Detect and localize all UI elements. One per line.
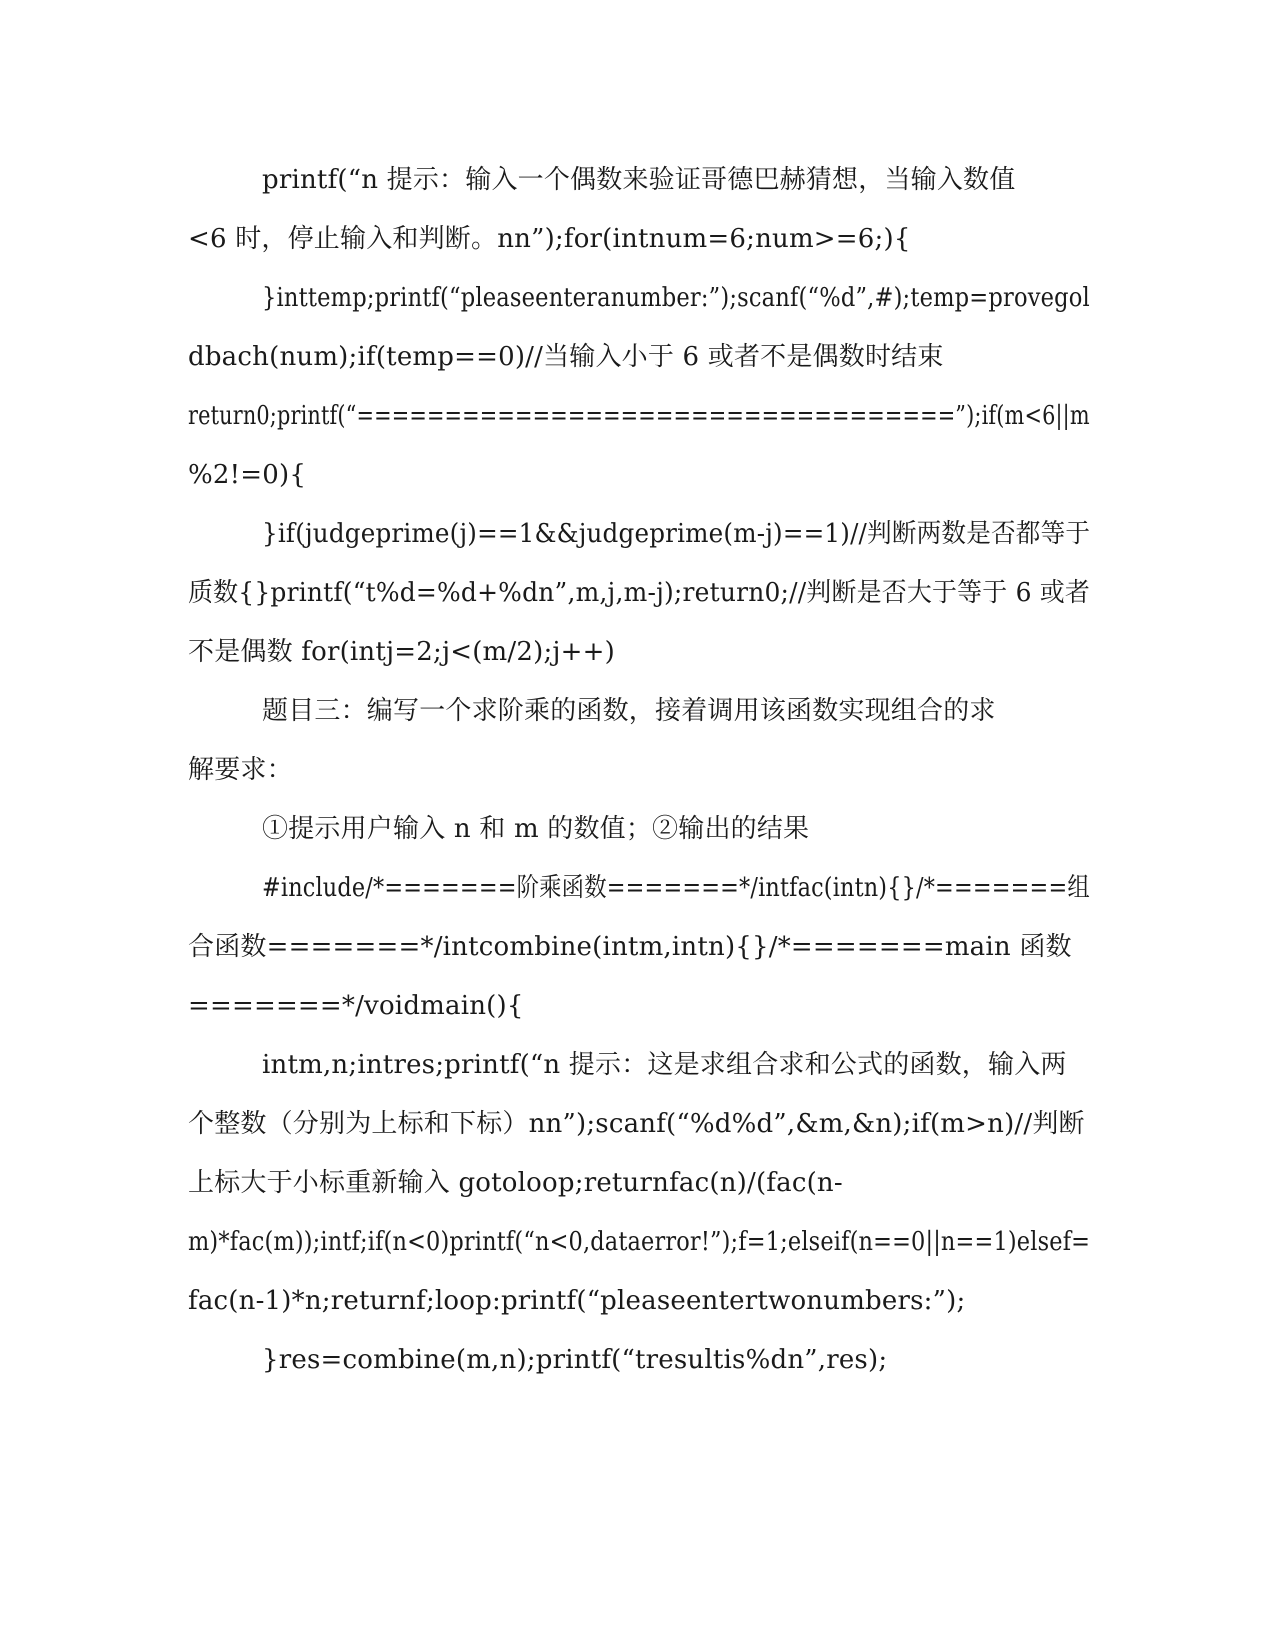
text-line: 合函数=======*/intcombine(intm,intn){}/*=======main 函数 — [188, 932, 1072, 962]
text-line: <6 时，停止输入和判断。nn”);for(intnum=6;num>=6;){ — [188, 224, 911, 254]
text-line: }if(judgeprime(j)==1&&judgeprime(m-j)==1)//判断两数是否都等于 — [262, 519, 1091, 549]
text-line: }res=combine(m,n);printf(“tresultis%dn”,res); — [262, 1345, 888, 1375]
text-line: fac(n-1)*n;returnf;loop:printf(“pleaseentertwonumbers:”); — [188, 1286, 966, 1316]
text-line: =======*/voidmain(){ — [188, 991, 524, 1021]
text-line: %2!=0){ — [188, 460, 307, 490]
text-line: #include/*=======阶乘函数=======*/intfac(intn){}/*=======组 — [262, 873, 1090, 903]
text-line: ①提示用户输入 n 和 m 的数值；②输出的结果 — [262, 814, 810, 844]
text-line: return0;printf(“==================================”);if(m<6||m — [188, 401, 1090, 431]
text-line: printf(“n 提示：输入一个偶数来验证哥德巴赫猜想，当输入数值 — [262, 165, 1016, 195]
text-line: 不是偶数 for(intj=2;j<(m/2);j++) — [188, 637, 615, 667]
text-line: dbach(num);if(temp==0)//当输入小于 6 或者不是偶数时结束 — [188, 342, 944, 372]
text-line: 个整数（分别为上标和下标）nn”);scanf(“%d%d”,&m,&n);if(m>n)//判断 — [188, 1109, 1085, 1139]
text-line: intm,n;intres;printf(“n 提示：这是求组合求和公式的函数，输入两 — [262, 1050, 1067, 1080]
text-line: 质数{}printf(“t%d=%d+%dn”,m,j,m-j);return0;//判断是否大于等于 6 或者 — [188, 578, 1091, 608]
text-line: }inttemp;printf(“pleaseenteranumber:”);scanf(“%d”,#);temp=provegol — [262, 283, 1090, 313]
text-line: m)*fac(m));intf;if(n<0)printf(“n<0,dataerror!”);f=1;elseif(n==0||n==1)elsef= — [188, 1227, 1091, 1257]
heading-line: 题目三：编写一个求阶乘的函数，接着调用该函数实现组合的求 — [262, 696, 996, 726]
text-line: 解要求： — [188, 755, 293, 785]
text-line: 上标大于小标重新输入 gotoloop;returnfac(n)/(fac(n- — [188, 1168, 843, 1198]
